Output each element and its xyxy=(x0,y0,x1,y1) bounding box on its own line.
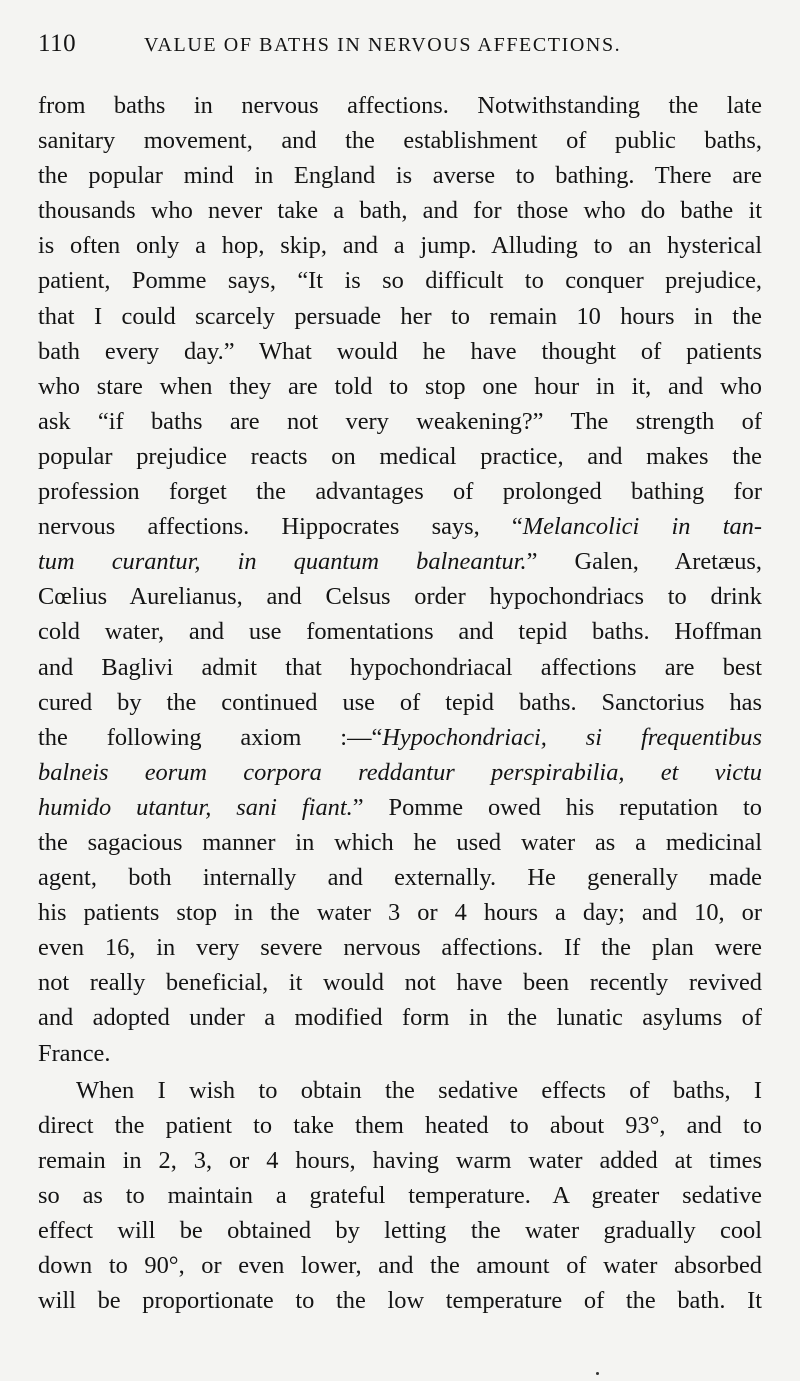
body-text xyxy=(38,88,762,1318)
latin-quote: Hypochondriaci, si frequentibus xyxy=(382,723,762,751)
text-segment: ” Galen, Aretæus, xyxy=(526,548,763,576)
text-line: sanitary movement, and the establishment of public baths, xyxy=(38,127,762,155)
print-speck xyxy=(596,1372,599,1375)
text-line: agent, both internally and externally. He generally made xyxy=(38,864,762,892)
text-line: even 16, in very severe nervous affections. If the plan were xyxy=(38,934,762,962)
page-number: 110 xyxy=(38,30,77,57)
text-line: that I could scarcely persuade her to remain 10 hours in the xyxy=(38,302,762,330)
text-line: France. xyxy=(38,1039,111,1067)
text-line xyxy=(38,720,762,755)
paragraph-2 xyxy=(38,1073,762,1319)
text-line: will be proportionate to the low temperature of the bath. It xyxy=(38,1287,762,1315)
latin-quote: tum curantur, in quantum balneantur. xyxy=(38,548,527,576)
text-segment: the following axiom :—“ xyxy=(38,723,383,751)
paragraph-1 xyxy=(38,88,762,1071)
text-segment: ” Pomme owed his reputation to xyxy=(352,793,762,821)
text-line: so as to maintain a grateful temperature. A greater sedative xyxy=(38,1181,762,1209)
latin-quote: balneis eorum corpora reddantur perspirabilia, et victu xyxy=(38,758,762,786)
text-line: down to 90°, or even lower, and the amount of water absorbed xyxy=(38,1252,762,1280)
text-line: remain in 2, 3, or 4 hours, having warm water added at times xyxy=(38,1146,762,1174)
text-line: Cœlius Aurelianus, and Celsus order hypochondriacs to drink xyxy=(38,583,762,611)
text-line: direct the patient to take them heated to about 93°, and to xyxy=(38,1111,762,1139)
text-line: and adopted under a modified form in the lunatic asylums of xyxy=(38,1004,762,1032)
text-line: cold water, and use fomentations and tepid baths. Hoffman xyxy=(38,618,762,646)
text-line: When I wish to obtain the sedative effects of baths, I xyxy=(76,1076,762,1104)
text-line: and Baglivi admit that hypochondriacal affections are best xyxy=(38,653,762,681)
running-title: VALUE OF BATHS IN NERVOUS AFFECTIONS. xyxy=(144,34,622,56)
text-line xyxy=(38,755,762,790)
text-line xyxy=(38,544,762,579)
text-line: profession forget the advantages of prolonged bathing for xyxy=(38,478,762,506)
latin-quote: Melancolici in tan- xyxy=(522,513,762,541)
text-line: effect will be obtained by letting the water gradually cool xyxy=(38,1217,762,1244)
text-line: from baths in nervous affections. Notwithstanding the late xyxy=(38,92,762,119)
running-head xyxy=(38,30,762,80)
text-line xyxy=(38,790,762,825)
text-line xyxy=(38,509,762,544)
text-line: bath every day.” What would he have thought of patients xyxy=(38,337,762,365)
text-line: his patients stop in the water 3 or 4 hours a day; and 10, or xyxy=(38,899,762,927)
text-segment: nervous affections. Hippocrates says, “ xyxy=(38,513,523,541)
text-line: is often only a hop, skip, and a jump. Alluding to an hysterical xyxy=(38,232,762,260)
text-line: ask “if baths are not very weakening?” The strength of xyxy=(38,407,762,435)
text-line: cured by the continued use of tepid baths. Sanctorius has xyxy=(38,688,762,716)
text-line: thousands who never take a bath, and for those who do bathe it xyxy=(38,197,762,225)
text-line: the popular mind in England is averse to bathing. There are xyxy=(38,162,762,190)
text-line: who stare when they are told to stop one hour in it, and who xyxy=(38,372,762,400)
text-line: the sagacious manner in which he used water as a medicinal xyxy=(38,828,762,856)
latin-quote: humido utantur, sani fiant. xyxy=(38,793,353,821)
text-line: not really beneficial, it would not have been recently revived xyxy=(38,969,762,997)
text-line: patient, Pomme says, “It is so difficult to conquer prejudice, xyxy=(38,267,762,295)
text-line: popular prejudice reacts on medical practice, and makes the xyxy=(38,442,762,470)
